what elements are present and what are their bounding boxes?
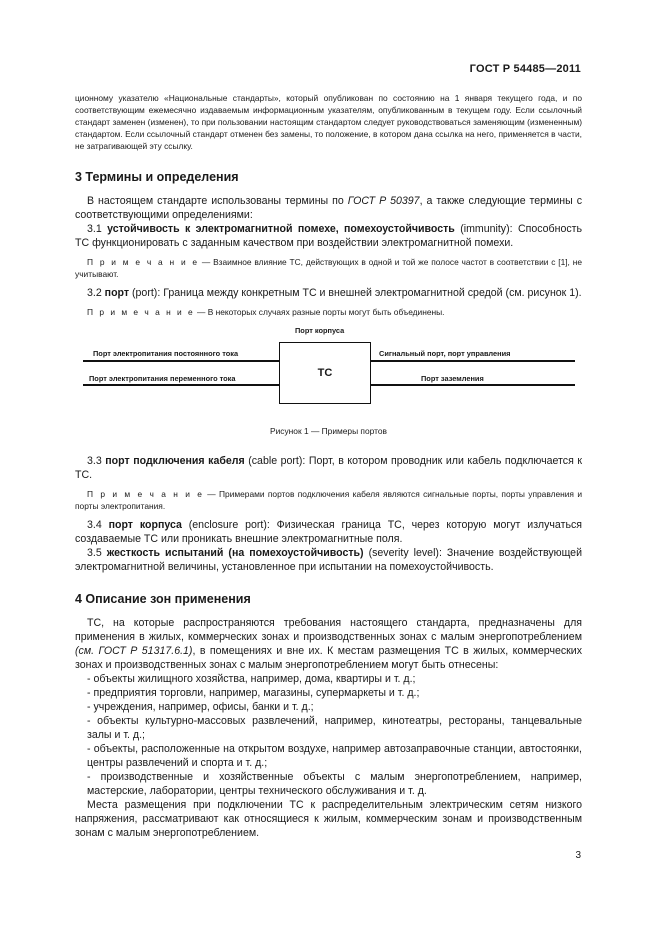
term-3-4: 3.4 порт корпуса (enclosure port): Физическая граница ТС, через которую могут излучаться создаваемые ТС или проникать внешние электромагнитные поля. bbox=[75, 519, 582, 545]
term-3-5: 3.5 жесткость испытаний (на помехоустойчивость) (severity level): Значение воздействующей электромагнитной величины, установленное при испытании на помехоустойчивость. bbox=[75, 547, 582, 573]
line-ac-power-port bbox=[83, 384, 279, 386]
term-3-4-name: порт корпуса bbox=[108, 519, 182, 531]
term-3-5-name: жесткость испытаний (на помехоустойчивость) bbox=[106, 547, 364, 559]
intro-paragraph bbox=[75, 92, 582, 152]
ref-gost-51317: (см. ГОСТ Р 51317.6.1) bbox=[75, 645, 193, 657]
list-item: - предприятия торговли, например, магазины, супермаркеты и т. д.; bbox=[87, 687, 420, 699]
list-item: - объекты жилищного хозяйства, например, дома, квартиры и т. д.; bbox=[87, 673, 416, 685]
section-4-heading: 4 Описание зон применения bbox=[75, 592, 251, 606]
section-3-heading: 3 Термины и определения bbox=[75, 170, 239, 184]
ref-gost-50397: ГОСТ Р 50397 bbox=[347, 195, 420, 207]
device-box: ТС bbox=[279, 342, 371, 404]
line-dc-power-port bbox=[83, 360, 279, 362]
line-signal-port bbox=[371, 360, 575, 362]
label-earth-port: Порт заземления bbox=[421, 374, 484, 383]
note-3-3: П р и м е ч а н и е — Примерами портов подключения кабеля являются сигнальные порты, порты управления и порты электропитания. bbox=[75, 489, 582, 511]
term-3-2-name: порт bbox=[104, 287, 130, 299]
figure-caption: Рисунок 1 — Примеры портов bbox=[270, 426, 387, 436]
note-3-1: П р и м е ч а н и е — Взаимное влияние ТС, действующих в одной и той же полосе частот в соответствии с [1], не учитывают. bbox=[75, 257, 582, 279]
figure-ports-diagram bbox=[75, 326, 582, 426]
section-4-paragraph-2: Места размещения при подключении ТС к распределительным электрическим сетям низкого напряжения, рассматривают как относящиеся к жилым, коммерческим зонам и производственным зонам с малым энергопотреблением. bbox=[75, 799, 582, 839]
intro-text: ционному указателю «Национальные стандарты», который опубликован по состоянию на 1 января текущего года, и по соответствующим ежемесячно издаваемым информационным указателям, опубликованным в текущем году. Если ссылочный стандарт заменен (изменен), то при пользовании настоящим стандартом следует руководствоваться заменяющим (измененным) стандартом. Если ссылочный стандарт отменен без замены, то положение, в котором дана ссылка на него, применяется в части, не затрагивающей эту ссылку. bbox=[75, 93, 582, 151]
label-enclosure-port: Порт корпуса bbox=[295, 326, 345, 335]
list-item: - объекты, расположенные на открытом воздухе, например автозаправочные станции, автостоянки, центры развлечений и спорта и т. д.; bbox=[87, 743, 582, 769]
note-3-2: П р и м е ч а н и е — В некоторых случаях разные порты могут быть объединены. bbox=[87, 307, 445, 317]
section-4-paragraph-1: ТС, на которые распространяются требования настоящего стандарта, предназначены для применения в жилых, коммерческих зонах и производственных зонах с малым энергопотреблением (см. ГОСТ Р 51317.6.1), в помещениях и вне их. К местам размещения ТС в жилых, коммерческих зонах и производственных зонах с малым энергопотреблением могут быть отнесены: bbox=[75, 617, 582, 671]
term-3-1: 3.1 устойчивость к электромагнитной помехе, помехоустойчивость (immunity): Способность ТС функционировать с заданным качеством при воздействии электромагнитной помехи. bbox=[75, 223, 583, 249]
term-3-3-name: порт подключения кабеля bbox=[105, 455, 245, 467]
term-3-3: 3.3 порт подключения кабеля (cable port): Порт, в котором проводник или кабель подключается к ТС. bbox=[75, 455, 583, 481]
line-earth-port bbox=[371, 384, 575, 386]
list-item: - производственные и хозяйственные объекты с малым энергопотреблением, например, мастерские, лаборатории, центры технического обслуживания и т. д. bbox=[87, 771, 582, 797]
list-item: - объекты культурно-массовых развлечений, например, кинотеатры, рестораны, танцевальные залы и т. д.; bbox=[87, 715, 582, 741]
page-content bbox=[75, 92, 582, 840]
label-ac-power-port: Порт электропитания переменного тока bbox=[89, 374, 236, 383]
page-number: 3 bbox=[575, 850, 581, 861]
label-dc-power-port: Порт электропитания постоянного тока bbox=[93, 349, 239, 358]
list-item: - учреждения, например, офисы, банки и т. д.; bbox=[87, 701, 314, 713]
term-3-2: 3.2 порт (port): Граница между конкретным ТС и внешней электромагнитной средой (см. рисунок 1). bbox=[87, 287, 582, 299]
document-code: ГОСТ Р 54485—2011 bbox=[469, 63, 581, 75]
section-3-lead: В настоящем стандарте использованы термины по ГОСТ Р 50397, а также следующие термины с соответствующими определениями: bbox=[75, 195, 582, 221]
term-3-1-name: устойчивость к электромагнитной помехе, помехоустойчивость bbox=[107, 223, 455, 235]
label-signal-port: Сигнальный порт, порт управления bbox=[379, 349, 511, 358]
